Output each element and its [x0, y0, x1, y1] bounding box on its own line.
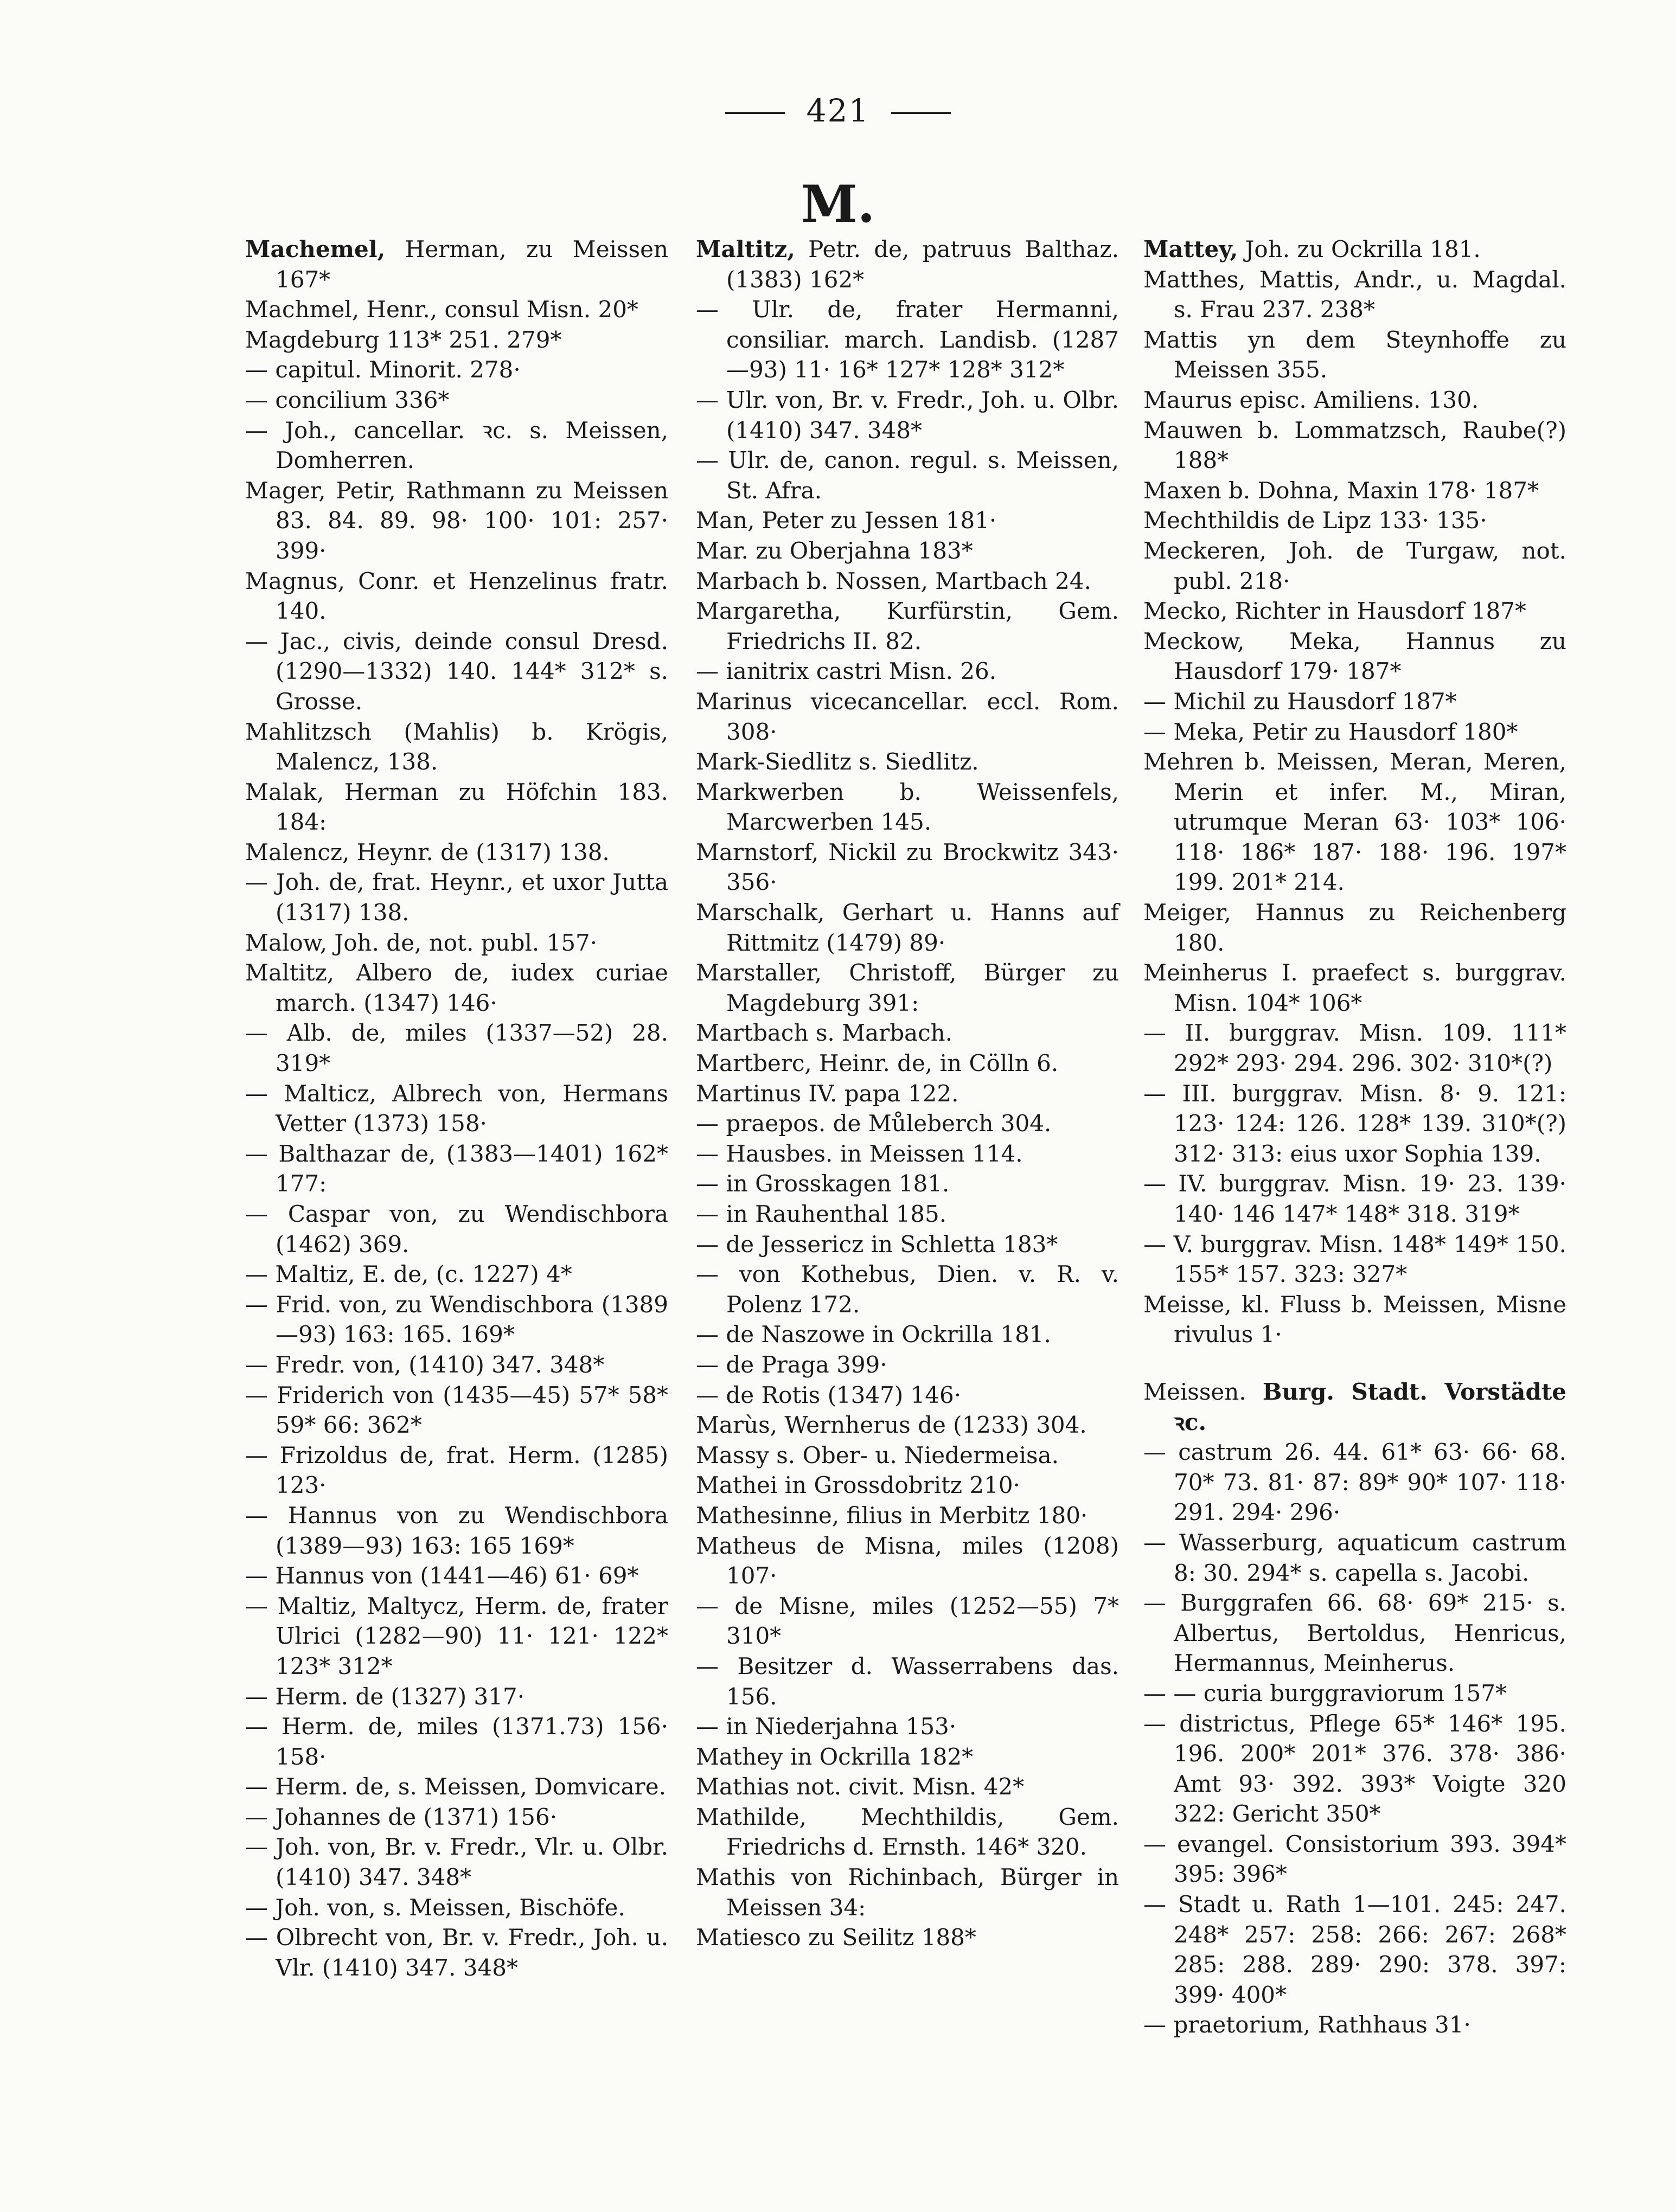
- index-entry: [245, 837, 668, 868]
- entry-text: Mathis von Richinbach, Bürger in Meissen 34:: [696, 1864, 1119, 1921]
- index-entry: [245, 1199, 668, 1259]
- index-entry: [696, 294, 1119, 385]
- entry-text: Mathilde, Mechthildis, Gem. Friedrichs d. Ernsth. 146* 320.: [696, 1803, 1119, 1861]
- entry-text: Meckow, Meka, Hannus zu Hausdorf 179· 187*: [1143, 627, 1566, 685]
- index-entry: [696, 234, 1119, 294]
- index-entry: [696, 1169, 1119, 1199]
- entry-text: — Besitzer d. Wasserrabens das. 156.: [696, 1652, 1119, 1710]
- index-entry: [245, 476, 668, 566]
- index-entry: [1143, 626, 1566, 687]
- entry-text: Mar. zu Oberjahna 183*: [696, 537, 973, 564]
- index-entry: [696, 747, 1119, 777]
- entry-text: — praepos. de Můleberch 304.: [696, 1110, 1052, 1137]
- index-entry: [1143, 1437, 1566, 1528]
- index-entry: [1143, 505, 1566, 536]
- entry-text: — Friderich von (1435—45) 57* 58* 59* 66: 362*: [245, 1381, 668, 1439]
- index-entry: [696, 837, 1119, 897]
- entry-text: Margaretha, Kurfürstin, Gem. Friedrichs II. 82.: [696, 598, 1119, 655]
- entry-headword: Machemel,: [245, 236, 386, 262]
- entry-text: Marùs, Wernherus de (1233) 304.: [696, 1412, 1087, 1439]
- entry-text: — Ulr. de, frater Hermanni, consiliar. march. Landisb. (1287—93) 11· 16* 127* 128* 312*: [696, 296, 1119, 383]
- entry-text: Man, Peter zu Jessen 181·: [696, 507, 997, 534]
- index-entry: [696, 656, 1119, 687]
- index-entry: [696, 777, 1119, 837]
- index-entry: [245, 1893, 668, 1923]
- index-entry: [696, 1440, 1119, 1471]
- index-entry: [696, 1772, 1119, 1802]
- entry-text: Meinherus I. praefect s. burggrav. Misn. 104* 106*: [1143, 959, 1566, 1016]
- index-entry: [245, 1591, 668, 1682]
- index-entry: [245, 294, 668, 325]
- index-entry: [696, 687, 1119, 747]
- index-entry: [1143, 1018, 1566, 1078]
- index-entry: [696, 1259, 1119, 1319]
- entry-headword: Mattey,: [1143, 236, 1238, 262]
- entry-text: Maurus episc. Amiliens. 130.: [1143, 386, 1479, 413]
- entry-text: Joh. zu Ockrilla 181.: [1245, 236, 1481, 262]
- index-entry: [1143, 1377, 1566, 1437]
- index-entry: [245, 1832, 668, 1892]
- index-entry: [696, 566, 1119, 597]
- entry-text: Meiger, Hannus zu Reichenberg 180.: [1143, 899, 1566, 956]
- index-entry: [1143, 1229, 1566, 1290]
- index-entry: [696, 1319, 1119, 1350]
- entry-text: Marbach b. Nossen, Martbach 24.: [696, 567, 1091, 594]
- index-entry: [696, 1531, 1119, 1591]
- entry-text: — de Jessericz in Schletta 183*: [696, 1230, 1058, 1258]
- index-entry: [1143, 385, 1566, 415]
- entry-text: — Balthazar de, (1383—1401) 162* 177:: [245, 1140, 668, 1197]
- entry-headword: Maltitz,: [696, 236, 795, 262]
- header-rule-left: [725, 112, 785, 114]
- index-entry: [1143, 1829, 1566, 1889]
- index-entry: [696, 958, 1119, 1018]
- index-entry: [245, 1380, 668, 1440]
- entry-text: Machmel, Henr., consul Misn. 20*: [245, 296, 638, 323]
- entry-text: Maxen b. Dohna, Maxin 178· 187*: [1143, 477, 1539, 504]
- entry-text: Malak, Herman zu Höfchin 183. 184:: [245, 778, 668, 836]
- index-entry: [245, 1018, 668, 1078]
- entry-text: Martberc, Heinr. de, in Cölln 6.: [696, 1050, 1059, 1077]
- entry-text: — Herm. de (1327) 317·: [245, 1683, 525, 1710]
- entry-text: Matthes, Mattis, Andr., u. Magdal. s. Frau 237. 238*: [1143, 266, 1566, 323]
- index-entry: [696, 1079, 1119, 1109]
- page-number: 421: [806, 92, 870, 129]
- index-entry: [1143, 687, 1566, 717]
- entry-text: — V. burggrav. Misn. 148* 149* 150. 155* 157. 323: 327*: [1143, 1230, 1566, 1288]
- entry-text: Mathei in Grossdobritz 210·: [696, 1472, 1020, 1499]
- entry-text: Meissen.: [1143, 1378, 1246, 1405]
- index-entry: [245, 1922, 668, 1983]
- entry-text: — in Niederjahna 153·: [696, 1713, 957, 1740]
- entry-text: Meisse, kl. Fluss b. Meissen, Misne rivulus 1·: [1143, 1291, 1566, 1348]
- entry-text: — Olbrecht von, Br. v. Fredr., Joh. u. Vlr. (1410) 347. 348*: [245, 1924, 668, 1981]
- index-entry: [696, 1108, 1119, 1139]
- index-entry: [696, 1651, 1119, 1711]
- index-entry: [696, 1048, 1119, 1079]
- index-entry: [1143, 415, 1566, 476]
- entry-text: Mathias not. civit. Misn. 42*: [696, 1773, 1025, 1800]
- entry-text: — Joh. de, frat. Heynr., et uxor Jutta (1317) 138.: [245, 869, 668, 926]
- entry-text: Magnus, Conr. et Henzelinus fratr. 140.: [245, 567, 668, 625]
- entry-text: Herman, zu Meissen 167*: [276, 236, 668, 293]
- index-entry: [1143, 325, 1566, 385]
- entry-text: Meckeren, Joh. de Turgaw, not. publ. 218·: [1143, 537, 1566, 594]
- entry-text: — Maltiz, E. de, (c. 1227) 4*: [245, 1261, 572, 1288]
- entry-text: Mauwen b. Lommatzsch, Raube(?) 188*: [1143, 416, 1566, 474]
- index-entry: [696, 1229, 1119, 1260]
- entry-text: — in Rauhenthal 185.: [696, 1201, 947, 1227]
- index-entry: [245, 777, 668, 837]
- index-entry: [696, 1742, 1119, 1772]
- index-entry: [696, 1139, 1119, 1169]
- index-entry: [1143, 265, 1566, 325]
- header-rule-right: [891, 112, 951, 114]
- index-entry: [1143, 1528, 1566, 1588]
- entry-text: — von Kothebus, Dien. v. R. v. Polenz 172.: [696, 1261, 1119, 1318]
- entry-text: — Stadt u. Rath 1—101. 245: 247. 248* 257: 258: 266: 267: 268* 285: 288. 289· 290: 378. 397: 399· 400*: [1143, 1891, 1566, 2008]
- index-entry: [696, 596, 1119, 656]
- entry-text: — evangel. Consistorium 393. 394* 395: 396*: [1143, 1830, 1566, 1888]
- index-entry: [1143, 2010, 1566, 2040]
- index-entry: [1143, 958, 1566, 1018]
- index-entry: [696, 1380, 1119, 1410]
- entry-text: — ianitrix castri Misn. 26.: [696, 658, 997, 685]
- index-entry: [245, 566, 668, 626]
- index-entry: [1143, 1889, 1566, 2010]
- index-entry: [696, 897, 1119, 958]
- entry-gap: [1143, 1350, 1566, 1377]
- entry-text: — castrum 26. 44. 61* 63· 66· 68. 70* 73. 81· 87: 89* 90* 107· 118· 291. 294· 296·: [1143, 1439, 1566, 1526]
- index-entry: [696, 1711, 1119, 1742]
- index-entry: [245, 928, 668, 958]
- index-entry: [1143, 536, 1566, 596]
- entry-text: — de Praga 399·: [696, 1351, 887, 1378]
- index-entry: [245, 1682, 668, 1712]
- index-entry: [696, 1350, 1119, 1380]
- index-entry: [1143, 717, 1566, 747]
- index-entry: [696, 1018, 1119, 1048]
- page-number-header: [0, 92, 1676, 129]
- entry-text: — Maltiz, Maltycz, Herm. de, frater Ulrici (1282—90) 11· 121· 122* 123* 312*: [245, 1592, 668, 1679]
- index-entry: [1143, 747, 1566, 897]
- entry-text: — districtus, Pflege 65* 146* 195. 196. 200* 201* 376. 378· 386· Amt 93· 392. 393* Voigte 320 322: Gericht 350*: [1143, 1710, 1566, 1828]
- entry-text: — Michil zu Hausdorf 187*: [1143, 688, 1457, 715]
- entry-text: — Herm. de, miles (1371.73) 156· 158·: [245, 1713, 668, 1770]
- index-entry: [245, 325, 668, 355]
- index-entry: [696, 1199, 1119, 1229]
- entry-text: — Jac., civis, deinde consul Dresd. (1290—1332) 140. 144* 312* s. Grosse.: [245, 627, 668, 715]
- entry-text: Mark-Siedlitz s. Siedlitz.: [696, 748, 979, 775]
- entry-text: — Burggrafen 66. 68· 69* 215· s. Albertus, Bertoldus, Henricus, Hermannus, Meinherus.: [1143, 1589, 1566, 1677]
- entry-text: — Joh. von, Br. v. Fredr., Vlr. u. Olbr. (1410) 347. 348*: [245, 1833, 668, 1891]
- entry-text: — Wasserburg, aquaticum castrum 8: 30. 294* s. capella s. Jacobi.: [1143, 1529, 1566, 1586]
- index-entry: [245, 1290, 668, 1350]
- entry-text: Mager, Petir, Rathmann zu Meissen 83. 84. 89. 98· 100· 101: 257· 399·: [245, 477, 668, 564]
- entry-text: — Johannes de (1371) 156·: [245, 1803, 558, 1830]
- index-entry: [696, 385, 1119, 445]
- entry-text: — Joh., cancellar. ꝛc. s. Meissen, Domherren.: [245, 416, 668, 474]
- index-entry: [696, 505, 1119, 536]
- entry-text: Mathesinne, filius in Merbitz 180·: [696, 1502, 1088, 1529]
- entry-text: — II. burggrav. Misn. 109. 111* 292* 293· 294. 296. 302· 310*(?): [1143, 1020, 1566, 1077]
- entry-text: — de Rotis (1347) 146·: [696, 1381, 962, 1408]
- entry-text: — de Naszowe in Ockrilla 181.: [696, 1321, 1051, 1348]
- index-entry: [1143, 234, 1566, 265]
- index-entry: [1143, 596, 1566, 626]
- entry-text: — Ulr. von, Br. v. Fredr., Joh. u. Olbr. (1410) 347. 348*: [696, 386, 1119, 444]
- entry-text: Martbach s. Marbach.: [696, 1020, 953, 1047]
- entry-text: Malow, Joh. de, not. publ. 157·: [245, 929, 598, 956]
- index-entry: [245, 1501, 668, 1561]
- index-entry: [1143, 1709, 1566, 1829]
- index-entry: [696, 1410, 1119, 1440]
- entry-text: Martinus IV. papa 122.: [696, 1080, 959, 1107]
- index-entry: [245, 958, 668, 1018]
- index-entry: [696, 1862, 1119, 1922]
- entry-text: — III. burggrav. Misn. 8· 9. 121: 123· 124: 126. 128* 139. 310*(?) 312· 313: eius uxor Sophia 139.: [1143, 1080, 1566, 1167]
- entry-text: Malencz, Heynr. de (1317) 138.: [245, 838, 610, 865]
- index-entry: [1143, 1290, 1566, 1350]
- entry-text: Mattis yn dem Steynhoffe zu Meissen 355.: [1143, 326, 1566, 383]
- entry-text: — Malticz, Albrech von, Hermans Vetter (1373) 158·: [245, 1080, 668, 1137]
- entry-text: Marschalk, Gerhart u. Hanns auf Rittmitz (1479) 89·: [696, 899, 1119, 956]
- index-column-1: [245, 234, 668, 1983]
- index-entry: [696, 1922, 1119, 1953]
- index-column-2: [696, 234, 1119, 1953]
- index-entry: [696, 1501, 1119, 1531]
- index-entry: [245, 626, 668, 717]
- entry-text: — Hannus von zu Wendischbora (1389—93) 163: 165 169*: [245, 1502, 668, 1559]
- entry-text: Matheus de Misna, miles (1208) 107·: [696, 1532, 1119, 1589]
- index-entry: [245, 867, 668, 927]
- index-entry: [245, 1561, 668, 1591]
- index-entry: [245, 1772, 668, 1802]
- entry-text: — Caspar von, zu Wendischbora (1462) 369.: [245, 1201, 668, 1258]
- entry-text: Mecko, Richter in Hausdorf 187*: [1143, 598, 1527, 625]
- entry-text: — — curia burggraviorum 157*: [1143, 1679, 1507, 1707]
- entry-subheading: Burg. Stadt. Vorstädte ꝛc.: [1174, 1378, 1566, 1435]
- index-entry: [1143, 476, 1566, 506]
- entry-text: — concilium 336*: [245, 386, 450, 413]
- entry-text: Marstaller, Christoff, Bürger zu Magdeburg 391:: [696, 959, 1119, 1016]
- entry-text: Mehren b. Meissen, Meran, Meren, Merin et infer. M., Miran, utrumque Meran 63· 103* 106· 118· 186* 187· 188· 196. 197* 199. 201* 214.: [1143, 748, 1566, 896]
- index-entry: [245, 1802, 668, 1832]
- entry-text: — IV. burggrav. Misn. 19· 23. 139· 140· 146 147* 148* 318. 319*: [1143, 1170, 1566, 1227]
- entry-text: Mechthildis de Lipz 133· 135·: [1143, 507, 1487, 534]
- entry-text: Marinus vicecancellar. eccl. Rom. 308·: [696, 688, 1119, 745]
- entry-text: — Fredr. von, (1410) 347. 348*: [245, 1351, 605, 1378]
- index-entry: [1143, 1079, 1566, 1169]
- index-entry: [1143, 897, 1566, 958]
- entry-text: Marnstorf, Nickil zu Brockwitz 343· 356·: [696, 838, 1119, 896]
- index-entry: [245, 385, 668, 415]
- entry-text: — Meka, Petir zu Hausdorf 180*: [1143, 718, 1518, 745]
- entry-text: — Herm. de, s. Meissen, Domvicare.: [245, 1773, 666, 1800]
- entry-text: — Frid. von, zu Wendischbora (1389—93) 163: 165. 169*: [245, 1291, 668, 1348]
- index-entry: [696, 1802, 1119, 1862]
- index-entry: [245, 415, 668, 476]
- entry-text: — Ulr. de, canon. regul. s. Meissen, St. Afra.: [696, 447, 1119, 504]
- index-entry: [245, 1259, 668, 1290]
- index-entry: [245, 355, 668, 385]
- entry-text: Markwerben b. Weissenfels, Marcwerben 145.: [696, 778, 1119, 836]
- entry-text: — praetorium, Rathhaus 31·: [1143, 2011, 1471, 2038]
- index-entry: [696, 1591, 1119, 1651]
- entry-text: Mahlitzsch (Mahlis) b. Krögis, Malencz, 138.: [245, 718, 668, 775]
- entry-text: — Alb. de, miles (1337—52) 28. 319*: [245, 1020, 668, 1077]
- entry-text: — Hannus von (1441—46) 61· 69*: [245, 1562, 639, 1589]
- section-letter: M.: [801, 175, 875, 234]
- index-column-3: [1143, 234, 1566, 2040]
- index-entry: [245, 1711, 668, 1772]
- index-entry: [696, 1470, 1119, 1501]
- entry-text: — Joh. von, s. Meissen, Bischöfe.: [245, 1894, 625, 1921]
- entry-text: Maltitz, Albero de, iudex curiae march. (1347) 146·: [245, 959, 668, 1016]
- index-entry: [696, 536, 1119, 566]
- index-entry: [245, 1440, 668, 1501]
- index-entry: [1143, 1169, 1566, 1229]
- entry-text: — de Misne, miles (1252—55) 7* 310*: [696, 1592, 1119, 1650]
- index-entry: [1143, 1678, 1566, 1709]
- entry-text: — Frizoldus de, frat. Herm. (1285) 123·: [245, 1441, 668, 1499]
- entry-text: Mathey in Ockrilla 182*: [696, 1743, 974, 1770]
- index-entry: [245, 1350, 668, 1380]
- index-entry: [1143, 1588, 1566, 1678]
- index-entry: [245, 717, 668, 777]
- entry-text: Petr. de, patruus Balthaz. (1383) 162*: [726, 236, 1119, 293]
- index-entry: [245, 1139, 668, 1199]
- index-entry: [245, 234, 668, 294]
- entry-text: — in Grosskagen 181.: [696, 1170, 950, 1197]
- index-entry: [696, 445, 1119, 505]
- entry-text: Matiesco zu Seilitz 188*: [696, 1924, 976, 1951]
- entry-text: Massy s. Ober- u. Niedermeisa.: [696, 1441, 1059, 1469]
- entry-text: — capitul. Minorit. 278·: [245, 356, 521, 383]
- entry-text: Magdeburg 113* 251. 279*: [245, 326, 562, 353]
- index-entry: [245, 1079, 668, 1139]
- entry-text: — Hausbes. in Meissen 114.: [696, 1140, 1023, 1167]
